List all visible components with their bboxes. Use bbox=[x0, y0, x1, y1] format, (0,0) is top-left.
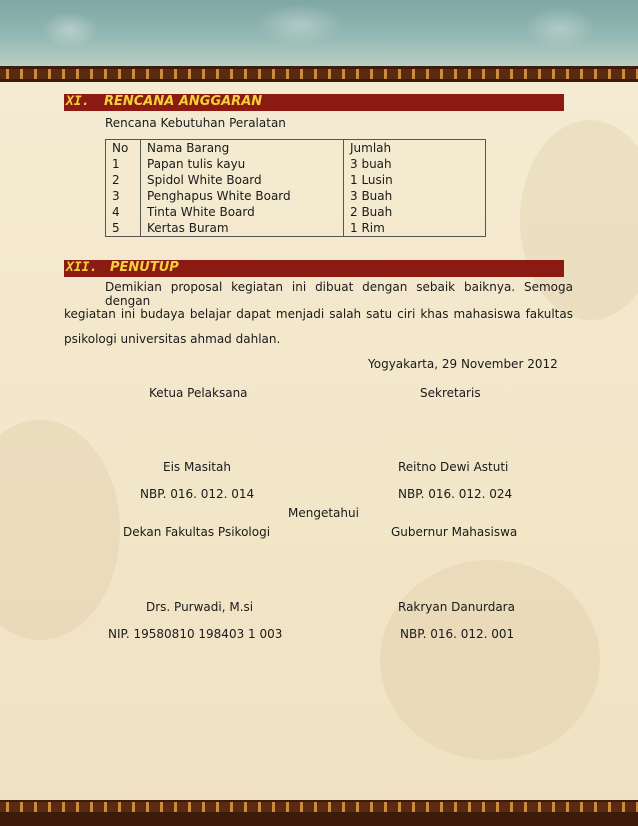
signatory-role-right-2: Gubernur Mahasiswa bbox=[391, 525, 518, 539]
table-row bbox=[106, 220, 486, 237]
table-row bbox=[106, 188, 486, 204]
table-cell: 1 bbox=[106, 156, 141, 172]
table-cell: Penghapus White Board bbox=[141, 188, 344, 204]
section-number: XI. bbox=[66, 94, 90, 109]
acknowledged-label: Mengetahui bbox=[288, 506, 359, 520]
table-cell: 5 bbox=[106, 220, 141, 237]
signatory-id-left: NBP. 016. 012. 014 bbox=[140, 487, 255, 501]
decorative-header-band bbox=[0, 0, 638, 66]
table-cell: 2 bbox=[106, 172, 141, 188]
signatory-id-right-2: NBP. 016. 012. 001 bbox=[400, 627, 515, 641]
signatory-role-right: Sekretaris bbox=[420, 386, 481, 400]
decorative-top-border bbox=[0, 66, 638, 82]
paragraph-line: Demikian proposal kegiatan ini dibuat dengan sebaik baiknya. Semoga dengan bbox=[105, 280, 573, 308]
place-date: Yogyakarta, 29 November 2012 bbox=[368, 357, 558, 371]
table-cell: Tinta White Board bbox=[141, 204, 344, 220]
table-cell: 1 Rim bbox=[344, 220, 486, 237]
signatory-id-right: NBP. 016. 012. 024 bbox=[398, 487, 513, 501]
section-title: RENCANA ANGGARAN bbox=[104, 94, 263, 109]
table-row bbox=[106, 172, 486, 188]
table-cell: 3 bbox=[106, 188, 141, 204]
background-ornament bbox=[0, 420, 120, 640]
table-row bbox=[106, 156, 486, 172]
decorative-bottom-strip bbox=[0, 814, 638, 826]
signatory-name-left-2: Drs. Purwadi, M.si bbox=[146, 600, 254, 614]
table-row bbox=[106, 204, 486, 220]
signatory-role-left-2: Dekan Fakultas Psikologi bbox=[123, 525, 271, 539]
paragraph-line: kegiatan ini budaya belajar dapat menjadi salah satu ciri khas mahasiswa fakultas bbox=[64, 307, 573, 321]
table-header-cell: Jumlah bbox=[344, 140, 486, 157]
table-cell: 4 bbox=[106, 204, 141, 220]
section-xi-header bbox=[64, 94, 564, 111]
signatory-name-left: Eis Masitah bbox=[163, 460, 231, 474]
table-cell: 3 Buah bbox=[344, 188, 486, 204]
equipment-table bbox=[105, 139, 486, 237]
section-number: XII. bbox=[66, 260, 98, 275]
signatory-role-left: Ketua Pelaksana bbox=[149, 386, 248, 400]
background-ornament bbox=[380, 560, 600, 760]
paragraph-line: psikologi universitas ahmad dahlan. bbox=[64, 332, 281, 346]
table-cell: 1 Lusin bbox=[344, 172, 486, 188]
table-header-cell: Nama Barang bbox=[141, 140, 344, 157]
section-subtitle: Rencana Kebutuhan Peralatan bbox=[105, 116, 286, 130]
table-cell: Spidol White Board bbox=[141, 172, 344, 188]
signatory-name-right: Reitno Dewi Astuti bbox=[398, 460, 509, 474]
signatory-id-left-2: NIP. 19580810 198403 1 003 bbox=[108, 627, 283, 641]
table-cell: 2 Buah bbox=[344, 204, 486, 220]
section-title: PENUTUP bbox=[110, 260, 179, 275]
table-cell: 3 buah bbox=[344, 156, 486, 172]
table-header-row bbox=[106, 140, 486, 157]
section-xii-header bbox=[64, 260, 564, 277]
signatory-name-right-2: Rakryan Danurdara bbox=[398, 600, 515, 614]
table-cell: Kertas Buram bbox=[141, 220, 344, 237]
table-cell: Papan tulis kayu bbox=[141, 156, 344, 172]
decorative-bottom-border bbox=[0, 800, 638, 814]
table-header-cell: No bbox=[106, 140, 141, 157]
